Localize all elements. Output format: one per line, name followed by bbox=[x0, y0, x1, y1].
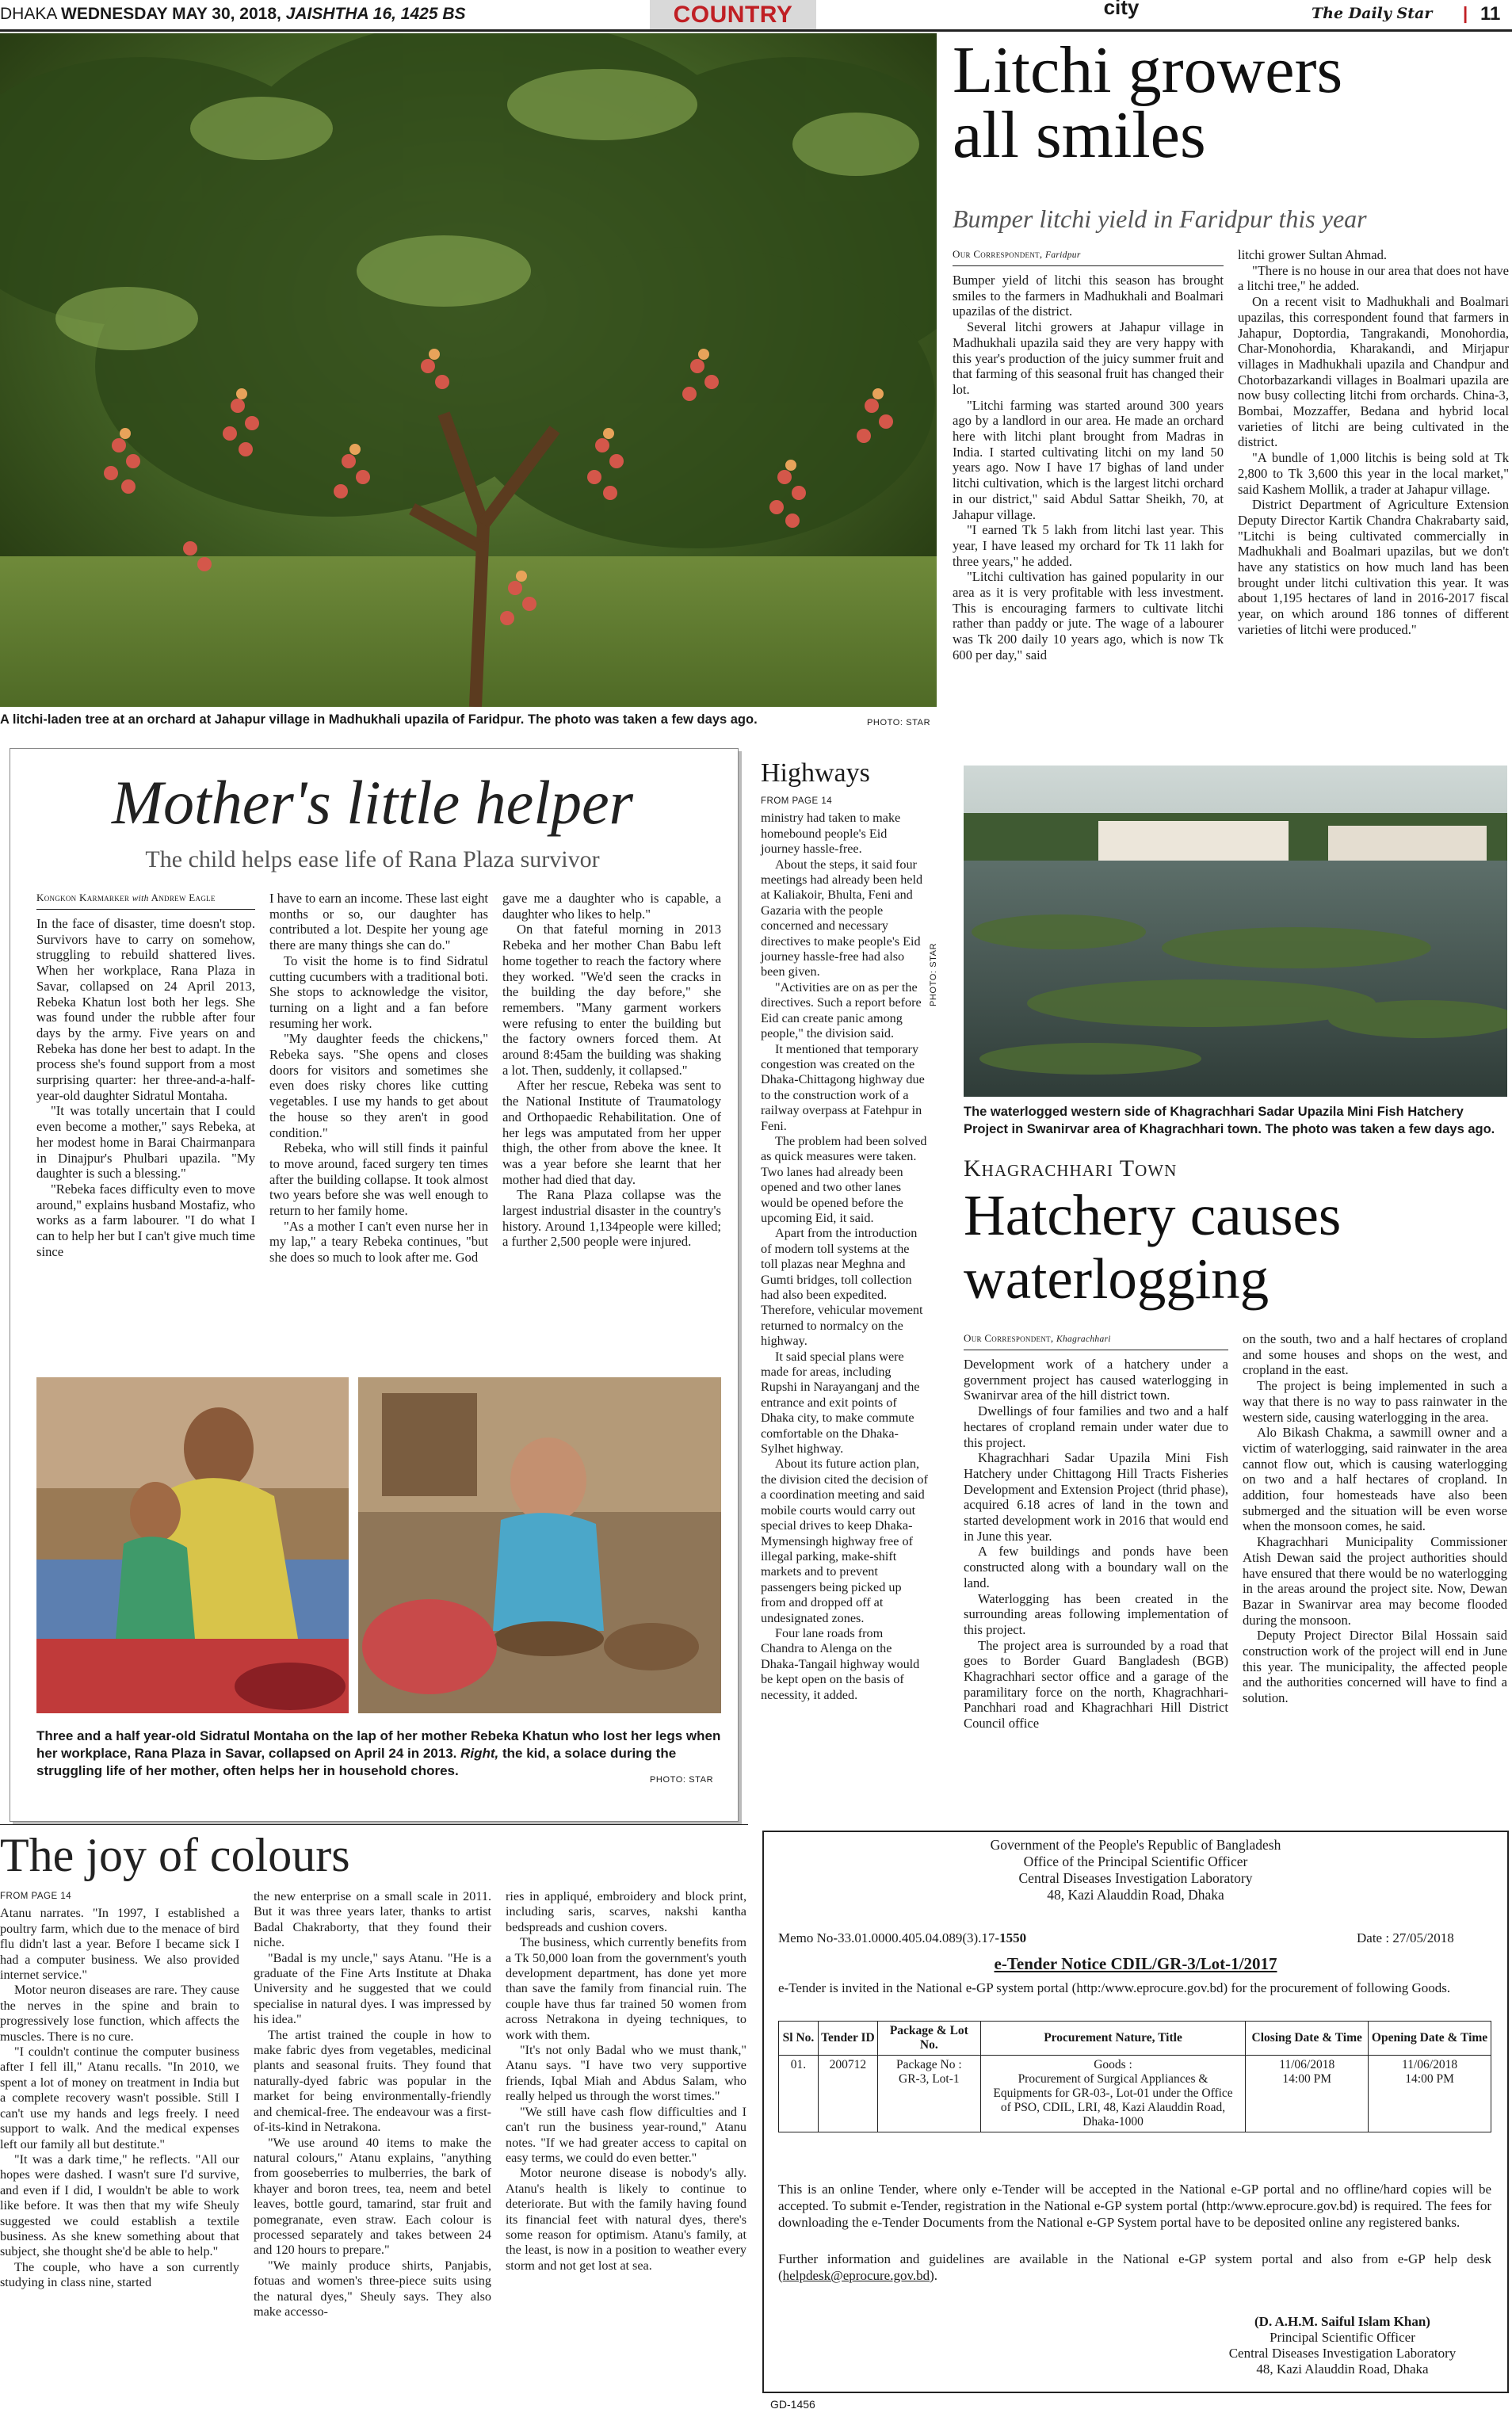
th-package: Package & Lot No. bbox=[877, 2022, 980, 2056]
td-tender-id: 200712 bbox=[818, 2056, 877, 2132]
litchi-col-2 bbox=[1238, 247, 1509, 638]
td-closing bbox=[1246, 2056, 1369, 2132]
page-number: 11 bbox=[1480, 3, 1501, 25]
td-opening-time: 14:00 PM bbox=[1405, 2072, 1454, 2086]
td-closing-date: 11/06/2018 bbox=[1279, 2058, 1335, 2071]
litchi-byline-place: Faridpur bbox=[1045, 250, 1081, 260]
mother-p: I have to earn an income. These last eight months or so, our daughter has contributed a lot. Despite her young age there are many things she can do." bbox=[269, 891, 488, 953]
tender-table-header-row bbox=[779, 2022, 1491, 2056]
table-row bbox=[779, 2056, 1491, 2132]
litchi-p: "Litchi cultivation has gained popularity in our area as it is very profitable with less investment. This is encouraging farmers to cultivate litchi rather than paddy or jute. The wage of a labourer was Tk 200 daily 10 years ago, which is now Tk 600 per day," said bbox=[953, 569, 1224, 662]
tender-ad bbox=[762, 1831, 1509, 2393]
hatchery-kicker: Khagrachhari Town bbox=[964, 1155, 1178, 1182]
tender-signature bbox=[1176, 2314, 1509, 2377]
mother-p: To visit the home is to find Sidratul cutting cucumbers with a traditional boti. She stops to acknowledge the visitor, turning on a light and a fan before resuming her work. bbox=[269, 953, 488, 1031]
litchi-p: "Litchi farming was started around 300 years ago by a landlord in our area. He made an orchard here with litchi plant brought from Madras in India. I started cultivating litchi on my land 50 years ago. Now I have 17 bighas of land under litchi cultivation, which is the largest litchi orchard in our district," said Abdul Sattar Sheikh, 70, at Jahapur village. bbox=[953, 397, 1224, 522]
litchi-byline-rule bbox=[953, 265, 1224, 266]
mother-p: On that fateful morning in 2013 Rebeka and her mother Chan Babu left home together to reach the factory where they worked. "We'd seen the cracks in the building the day before," she remembers. "Many garment workers were refusing to enter the building but the factory owners forced them. At around 8:45am the building was shaking a lot. Then, suddenly, it collapsed." bbox=[502, 922, 721, 1078]
litchi-tree-image bbox=[0, 33, 937, 707]
joy-p: "I couldn't continue the computer business after I fell ill," Atanu recalls. "In 2010, we spent a lot of money on treatment in India but a complete recovery wasn't possible. Still I can't use my hands and legs freely. I need support to walk. And the medical expenses left our family all but destitute." bbox=[0, 2045, 239, 2151]
litchi-headline-line2: all smiles bbox=[953, 98, 1206, 172]
th-closing: Closing Date & Time bbox=[1246, 2022, 1369, 2056]
litchi-photo bbox=[0, 33, 937, 707]
hatchery-p: Khagrachhari Sadar Upazila Mini Fish Hatchery under Chittagong Hill Tracts Fisheries Development and Extension Project (thrid phase), acquired 6.18 acres of land in the town and started development work in 2016 that would end in June this year. bbox=[964, 1450, 1228, 1544]
td-nature-line1: Goods : bbox=[1094, 2058, 1132, 2071]
highways-headline: Highways bbox=[761, 758, 870, 788]
highways-p: Apart from the introduction of modern toll systems at the toll plazas near Meghna and Gumti bridges, toll collection had also been expedited. Therefore, vehicular movement returned to normalcy on the highway. bbox=[761, 1226, 923, 1349]
joy-col-1 bbox=[0, 1889, 239, 2291]
tender-sig-address: 48, Kazi Alauddin Road, Dhaka bbox=[1256, 2361, 1429, 2377]
dateline-date: WEDNESDAY MAY 30, 2018, bbox=[61, 5, 281, 23]
tender-sig-title: Principal Scientific Officer bbox=[1270, 2330, 1415, 2345]
joy-p: Motor neuron diseases are rare. They cause the nerves in the spine and brain to progressively lose function, which affects the muscles. There is no cure. bbox=[0, 1983, 239, 2044]
mother-photo-left bbox=[36, 1377, 349, 1713]
section-label bbox=[650, 0, 816, 30]
hatchery-col-2 bbox=[1243, 1331, 1507, 1706]
tender-note-2-suffix: ). bbox=[930, 2268, 938, 2283]
hatchery-p: Development work of a hatchery under a government project has caused waterlogging in Swanirvar area of the hill district town. bbox=[964, 1357, 1228, 1403]
litchi-headline-line1: Litchi growers bbox=[953, 33, 1343, 107]
tender-org-line4: 48, Kazi Alauddin Road, Dhaka bbox=[1047, 1887, 1224, 1903]
tender-note-1: This is an online Tender, where only e-Tender will be accepted in the National e-GP portal and no offline/hard copies will be accepted. To submit e-Tender, registration in the National e-GP system portal (http:/www.eprocure.gov.bd) is required. The fees for downloading the e-Tender Documents from the National e-GP System portal have to be deposited online any registered banks. bbox=[778, 2182, 1491, 2230]
tender-helpdesk-link[interactable]: helpdesk@eprocure.gov.bd bbox=[782, 2268, 930, 2283]
hatchery-photo-caption: The waterlogged western side of Khagrachhari Sadar Upazila Mini Fish Hatchery Project in Swanirvar area of Khagrachhari town. The photo was taken a few days ago. bbox=[964, 1105, 1495, 1136]
litchi-headline bbox=[953, 33, 1507, 172]
joy-p: The business, which currently benefits from a Tk 50,000 loan from the government's youth development department, has done yet more than save the family from financial ruin. The couple have thus far trained 50 women from across Netrakona in dyeing techniques, to work with them. bbox=[506, 1935, 746, 2042]
joy-headline: The joy of colours bbox=[0, 1829, 350, 1881]
mother-p: "My daughter feeds the chickens," Rebeka says. "She opens and closes doors for visitors and sometimes she even does risky chores like cutting vegetables. I use my hands to get about the house so they aren't in good condition." bbox=[269, 1031, 488, 1140]
td-opening bbox=[1369, 2056, 1491, 2132]
hatchery-p: Waterlogging has been created in the surrounding areas following implementation of this project. bbox=[964, 1590, 1228, 1637]
joy-p: The artist trained the couple in how to make fabric dyes from vegetables, medicinal plants and seasonal fruits. They found that naturally-dyed fabric was popular in the market for being environmentally-friendly and chemical-free. The endeavour was a first-of-its-kind in Netrakona. bbox=[254, 2027, 491, 2135]
litchi-p: Bumper yield of litchi this season has brought smiles to the farmers in Madhukhali and Boalmari upazilas of the district. bbox=[953, 273, 1224, 319]
td-sl: 01. bbox=[779, 2056, 819, 2132]
city-tab bbox=[1094, 0, 1149, 21]
litchi-p: "I earned Tk 5 lakh from litchi last year. This year, I have leased my orchard for Tk 11 lakh for three years," he added. bbox=[953, 522, 1224, 569]
mother-caption-right: Right, bbox=[460, 1746, 499, 1761]
tender-header bbox=[764, 1837, 1507, 1903]
mother-caption-b: the kid, a solace during the struggling life of her mother, often helps her in household chores. bbox=[36, 1746, 677, 1778]
mother-caption-a: Three and a half year-old Sidratul Montaha on the lap of her mother Rebeka Khatun who lost her legs when her workplace, Rana Plaza in Savar, collapsed on April 24 in 2013. bbox=[36, 1728, 721, 1761]
hatchery-photo-credit: PHOTO: STAR bbox=[929, 942, 938, 1006]
litchi-byline bbox=[953, 247, 1224, 262]
hatchery-headline-line2: waterlogging bbox=[964, 1247, 1270, 1311]
hatchery-headline bbox=[964, 1184, 1510, 1311]
hatchery-headline-line1: Hatchery causes bbox=[964, 1183, 1342, 1247]
tender-sig-name: (D. A.H.M. Saiful Islam Khan) bbox=[1254, 2314, 1430, 2329]
litchi-photo-caption: A litchi-laden tree at an orchard at Jahapur village in Madhukhali upazila of Faridpur. The photo was taken a few days ago. bbox=[0, 712, 758, 727]
highways-col bbox=[761, 794, 929, 1703]
th-sl: Sl No. bbox=[779, 2022, 819, 2056]
hatchery-byline-place: Khagrachhari bbox=[1056, 1334, 1111, 1344]
mother-photo-right bbox=[358, 1377, 721, 1713]
td-package-line2: GR-3, Lot-1 bbox=[899, 2072, 960, 2086]
child-cutting-vegetables-image bbox=[358, 1377, 721, 1713]
tender-intro: e-Tender is invited in the National e-GP system portal (http:/www.eprocure.gov.bd) for the procurement of following Goods. bbox=[778, 1980, 1451, 1995]
mother-and-child-image bbox=[36, 1377, 349, 1713]
mother-p: "As a mother I can't even nurse her in my lap," a teary Rebeka continues, "but she does so much to look after me. God bbox=[269, 1218, 488, 1266]
hatchery-p: The project is being implemented in such a way that there is no way to pass rainwater in the western side, causing waterlogging in the area. bbox=[1243, 1378, 1507, 1425]
hatchery-p: A few buildings and ponds have been constructed along with a boundary wall on the land. bbox=[964, 1544, 1228, 1590]
th-nature: Procurement Nature, Title bbox=[980, 2022, 1246, 2056]
hatchery-byline-name: Our Correspondent, bbox=[964, 1332, 1054, 1344]
tender-date: Date : 27/05/2018 bbox=[1357, 1930, 1454, 1945]
dateline-bs: JAISHTHA 16, 1425 BS bbox=[285, 5, 466, 23]
hatchery-col-1 bbox=[964, 1331, 1228, 1731]
masthead-rule bbox=[0, 29, 1512, 32]
joy-col-2 bbox=[254, 1889, 491, 2319]
hatchery-p: Deputy Project Director Bilal Hossain said construction work of the project will end in June this year. The municipality, the affected people and the authorities concerned will have to find a solution. bbox=[1243, 1628, 1507, 1706]
mother-col-1 bbox=[36, 891, 255, 1259]
mother-col-2 bbox=[269, 891, 488, 1266]
litchi-p: "A bundle of 1,000 litchis is being sold at Tk 2,800 to Tk 3,600 this year in the local market," said Kashem Mollik, a trader at Jahapur village. bbox=[1238, 450, 1509, 497]
hatchery-byline bbox=[964, 1331, 1228, 1346]
mother-byline-with: with bbox=[132, 894, 149, 903]
highways-p: About its future action plan, the division cited the decision of a coordination meeting and said mobile courts would carry out special drives to keep Dhaka-Mymensingh highway free of illegal parking, make-shift markets and to prevent passengers being picked up from and dropped off at undesignated zones. bbox=[761, 1457, 928, 1625]
tender-memo-number: 1550 bbox=[999, 1930, 1027, 1945]
mother-p: In the face of disaster, time doesn't stop. Survivors have to carry on somehow, struggling to rebuild shattered lives. When her workplace, Rana Plaza in Savar, collapsed on 24 April 2013, Rebeka Khatun lost both her legs. She was found under the rubble after four days by the army. Five years on and Rebeka has done her best to adapt. In the process she's found support from a most surprising quarter: her three-and-a-half-year-old daughter Sidratul Montaha. bbox=[36, 916, 255, 1103]
tender-title: e-Tender Notice CDIL/GR-3/Lot-1/2017 bbox=[994, 1954, 1277, 1973]
litchi-p: On a recent visit to Madhukhali and Boalmari upazilas, this correspondent found that farmers in Jahapur, Doptordia, Tangrakandi, Monohordia, Char-Monohordia, Kharakandi, and Mirjapur villages in Madhukhali upazila and Chandpur and Chotorbazarkandi villages in Boalmari upazila are now busy collecting litchi from orchards. China-3, Bombai, Mozzaffer, Bedana and hybrid local varieties of litchi are being cultivated in the district. bbox=[1238, 294, 1509, 450]
litchi-col-1 bbox=[953, 247, 1224, 663]
hatchery-p: The project area is surrounded by a road that goes to Border Guard Bangladesh (BGB) Khagrachhari sector office and a garage of the paramilitary force on the north, Khagrachhari-Panchhari road and Khagrachhari Hill District Council office bbox=[964, 1637, 1228, 1731]
litchi-byline-name: Our Correspondent, bbox=[953, 248, 1043, 260]
section-title: COUNTRY bbox=[673, 2, 793, 28]
litchi-subhead: Bumper litchi yield in Faridpur this year bbox=[953, 204, 1367, 233]
dateline-city: DHAKA bbox=[0, 5, 57, 23]
mother-photo-credit: PHOTO: STAR bbox=[650, 1775, 714, 1785]
joy-from-page: FROM PAGE 14 bbox=[0, 1892, 72, 1901]
mother-col-3 bbox=[502, 891, 721, 1250]
hatchery-p: on the south, two and a half hectares of cropland and some houses and shops on the west, and cropland in the east. bbox=[1243, 1331, 1507, 1378]
mother-p: After her rescue, Rebeka was sent to the National Institute of Traumatology and Orthopaedic Rehabilitation. One of her legs was amputated from her upper thigh, the other from above the knee. It was a year before she learnt that her mother had died that day. bbox=[502, 1078, 721, 1187]
tender-org-line2: Office of the Principal Scientific Officer bbox=[1023, 1854, 1248, 1869]
mother-byline-name: Kongkon Karmarker bbox=[36, 892, 130, 903]
joy-p: Atanu narrates. "In 1997, I established a poultry farm, which due to the menace of bird flu didn't last a year. Before I became sick I had a computer business. We also provided internet service." bbox=[0, 1906, 239, 1983]
td-opening-date: 11/06/2018 bbox=[1402, 2058, 1458, 2071]
tender-note-2-prefix: Further information and guidelines are available in the National e-GP system portal and also from e-GP help desk ( bbox=[778, 2251, 1491, 2283]
highways-p: It mentioned that temporary congestion was created on the Dhaka-Chittagong highway due to the construction work of a railway overpass at Fatehpur in Feni. bbox=[761, 1041, 925, 1133]
tender-gd-number: GD-1456 bbox=[770, 2398, 815, 2411]
highways-from-page: FROM PAGE 14 bbox=[761, 796, 833, 806]
highways-p: The problem had been solved as quick measures were taken. Two lanes had already been opened and two other lanes would be opened before the upcoming Eid, it said. bbox=[761, 1133, 927, 1225]
mother-p: The Rana Plaza collapse was the largest industrial disaster in the country's history. Around 1,134people were killed; a further 2,500 people were injured. bbox=[502, 1187, 721, 1250]
hatchery-photo bbox=[964, 766, 1507, 1097]
litchi-p: Several litchi growers at Jahapur village in Madhukhali upazila said they are very happy with this year's production of the juicy summer fruit and that farming of this seasonal fruit has changed their lot. bbox=[953, 319, 1224, 397]
mother-headline: Mother's little helper bbox=[112, 768, 633, 837]
hatchery-p: Dwellings of four families and two and a half hectares of cropland remain under water due to this project. bbox=[964, 1403, 1228, 1450]
dateline bbox=[0, 2, 466, 27]
hatchery-p: Khagrachhari Municipality Commissioner Atish Dewan said the project authorities should have ensured that there would be no waterlogging in the areas around the project site. Now, Dewan Bazar in Swanirvar area may become flooded during the monsoon. bbox=[1243, 1534, 1507, 1628]
joy-p: the new enterprise on a small scale in 2011. But it was three years later, thanks to artist Badal Chakraborty, that they found their niche. bbox=[254, 1889, 491, 1950]
td-package bbox=[877, 2056, 980, 2132]
joy-p: "It's not only Badal who we must thank," Atanu says. "I have two very supportive friends, Iqbal Miah and Abdus Salam, who really helped us through the worst times." bbox=[506, 2043, 746, 2104]
paper-name: The Daily Star bbox=[1312, 5, 1433, 22]
mother-p: "Rebeka faces difficulty even to move around," explains husband Mostafiz, who works as a farm labourer. "I do what I can to help her but I can't give much time since bbox=[36, 1181, 255, 1259]
page-sep: | bbox=[1463, 3, 1468, 23]
city-tab-label: city bbox=[1103, 0, 1140, 19]
hatchery-p: Alo Bikash Chakma, a sawmill owner and a victim of waterlogging, said rainwater in the area cannot flow out, which is causing waterlogging on two and a half hectares of cropland. In addition, four homesteads have also been submerged and the situation will be even worse when the monsoon comes, he said. bbox=[1243, 1425, 1507, 1534]
mother-subhead: The child helps ease life of Rana Plaza survivor bbox=[145, 846, 600, 872]
litchi-photo-credit: PHOTO: STAR bbox=[867, 718, 931, 727]
tender-memo bbox=[778, 1930, 1026, 1946]
mother-byline bbox=[36, 891, 255, 906]
tender-sig-office: Central Diseases Investigation Laboratory bbox=[1228, 2346, 1457, 2361]
joy-col-3 bbox=[506, 1889, 746, 2274]
highways-p: About the steps, it said four meetings had already been held at Kaliakoir, Bhulta, Feni and Gazaria with the people concerned and necessary directives to make people's Eid journey hassle-free had also been given. bbox=[761, 857, 923, 979]
td-nature bbox=[980, 2056, 1246, 2132]
joy-top-rule bbox=[0, 1824, 748, 1825]
joy-p: "Badal is my uncle," says Atanu. "He is a graduate of the Fine Arts Institute at Dhaka University and he suggested that we could specialise in natural dyes. I was impressed by his idea." bbox=[254, 1950, 491, 2027]
joy-p: The couple, who have a son currently studying in class nine, started bbox=[0, 2259, 239, 2290]
mother-byline-name2: Andrew Eagle bbox=[151, 892, 216, 903]
td-package-line1: Package No : bbox=[896, 2058, 962, 2071]
highways-p: It said special plans were made for areas, including Rupshi in Narayanganj and the entrance and exit points of Dhaka city, to make commute comfortable on the Dhaka-Sylhet highway. bbox=[761, 1349, 920, 1457]
td-nature-line2: Procurement of Surgical Appliances & Equipments for GR-03-, Lot-01 under the Office of PSO, CDIL, LRI, 48, Kazi Alauddin Road, Dhaka-1000 bbox=[993, 2072, 1233, 2129]
joy-p: ries in appliqué, embroidery and block print, including saris, scarves, nakshi kantha bedspreads and cushion covers. bbox=[506, 1889, 746, 1934]
joy-p: "We still have cash flow difficulties and I can't run the business year-round," Atanu notes. "If we had greater access to capital on easy terms, we could do even better." bbox=[506, 2104, 746, 2165]
litchi-p: "There is no house in our area that does not have a litchi tree," he added. bbox=[1238, 262, 1509, 294]
mother-p: "It was totally uncertain that I could even become a mother," says Rebeka, at her modest home in Barai Chairmanpara in Dinajpur's Phulbari upazila. "My daughter is such a blessing." bbox=[36, 1103, 255, 1182]
tender-memo-prefix: Memo No-33.01.0000.405.04.089(3).17- bbox=[778, 1930, 1000, 1945]
tender-org-line1: Government of the People's Republic of Bangladesh bbox=[990, 1837, 1281, 1853]
litchi-p: litchi grower Sultan Ahmad. bbox=[1238, 247, 1388, 262]
mother-p: Rebeka, who will still finds it painful to move around, faced surgery ten times after the building collapse. It took almost two years before she was well enough to return to her family home. bbox=[269, 1140, 488, 1219]
mother-photo-caption bbox=[36, 1728, 721, 1780]
waterlogged-hatchery-image bbox=[964, 766, 1507, 1097]
mother-p: gave me a daughter who is capable, a daughter who likes to help." bbox=[502, 891, 721, 922]
highways-p: "Activities are on as per the directives. Such a report before Eid can create panic among people," the division said. bbox=[761, 979, 922, 1041]
highways-p: ministry had taken to make homebound people's Eid journey hassle-free. bbox=[761, 811, 901, 857]
joy-p: "It was a dark time," he reflects. "All our hopes were dashed. I wasn't sure I'd survive, and even if I did, I wouldn't be able to work like before. It was then that my wife Sheuly suggested we could establish a textile business. As she knew something about that subject, she thought she'd be able to help." bbox=[0, 2151, 239, 2259]
joy-p: Motor neurone disease is nobody's ally. Atanu's health is likely to continue to deteriorate. But with the family having found its financial feet with natural dyes, there's some reason for optimism. Atanu's family, at the least, is now in a position to weather every storm and not get lost at sea. bbox=[506, 2166, 746, 2273]
joy-p: "We use around 40 items to make the natural colours," Atanu explains, "anything from gooseberries to mulberries, the bark of khayer and boron trees, tea, neem and betel leaves, bottle gourd, tamarind, star fruit and pomegranate, even straw. Each colour is processed separately and takes between 24 and 120 hours to prepare." bbox=[254, 2135, 491, 2258]
td-closing-time: 14:00 PM bbox=[1282, 2072, 1331, 2086]
litchi-p: District Department of Agriculture Extension Deputy Director Kartik Chandra Chakrabarty said, "Litchi is being cultivated commercially in Madhukhali and Boalmari upazilas, but we don't have any statistics on how much land has been brought under litchi cultivation this year. It was about 1,195 hectares of land in 2016-2017 fiscal year, on which around 186 tonnes of different varieties of litchi were produced." bbox=[1238, 497, 1509, 637]
joy-p: "We mainly produce shirts, Panjabis, fotuas and women's three-piece suits using the natural dyes," Sheuly says. They also make accesso- bbox=[254, 2258, 491, 2319]
tender-table bbox=[778, 2021, 1491, 2132]
highways-p: Four lane roads from Chandra to Alenga on the Dhaka-Tangail highway would be kept open on the basis of necessity, it added. bbox=[761, 1625, 920, 1702]
tender-org-line3: Central Diseases Investigation Laboratory bbox=[1018, 1870, 1253, 1886]
th-opening: Opening Date & Time bbox=[1369, 2022, 1491, 2056]
mother-byline-rule bbox=[36, 909, 255, 910]
th-tender-id: Tender ID bbox=[818, 2022, 877, 2056]
tender-note-2 bbox=[778, 2251, 1491, 2284]
